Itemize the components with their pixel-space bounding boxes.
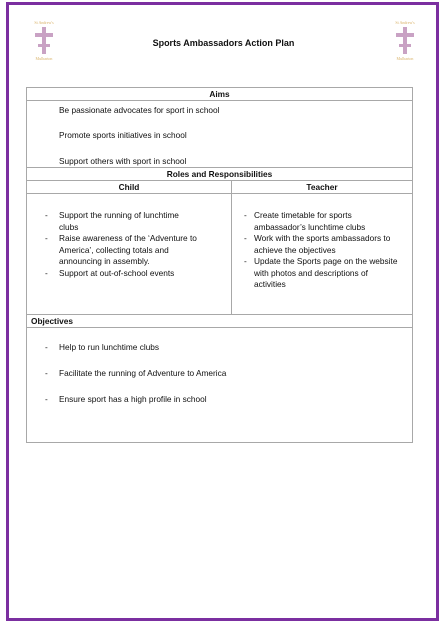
crest-top-text: St Andrew's xyxy=(34,20,54,25)
objectives-list xyxy=(27,328,413,443)
teacher-item: - Work with the sports ambassadors to achieve the objectives xyxy=(232,233,412,256)
crest-bottom-text: Mulbarton xyxy=(35,56,53,61)
page-title: Sports Ambassadors Action Plan xyxy=(152,38,295,48)
objective-item: - Ensure sport has a high profile in school xyxy=(45,394,207,404)
teacher-item: - Update the Sports page on the website with photos and descriptions of activities xyxy=(232,256,412,291)
objective-item: - Help to run lunchtime clubs xyxy=(45,342,160,352)
objective-item: - Facilitate the running of Adventure to America xyxy=(45,368,227,378)
teacher-heading: Teacher xyxy=(232,181,413,194)
aims-heading: Aims xyxy=(27,88,413,101)
aims-item: Promote sports initiatives in school xyxy=(59,130,187,140)
child-item: - Raise awareness of the ‘Adventure to America’, collecting totals and announcing in assembly. xyxy=(27,233,231,268)
aims-list xyxy=(27,101,413,168)
child-heading: Child xyxy=(27,181,232,194)
teacher-responsibilities xyxy=(232,194,413,315)
child-item: - Support the running of lunchtime clubs xyxy=(27,210,231,233)
child-responsibilities xyxy=(27,194,232,315)
crest-top-text: St Andrew's xyxy=(395,20,415,25)
child-item: - Support at out-of-school events xyxy=(27,268,231,280)
aims-item: Support others with sport in school xyxy=(59,156,187,166)
action-plan-table xyxy=(26,87,413,443)
aims-item: Be passionate advocates for sport in school xyxy=(59,105,220,115)
objectives-heading: Objectives xyxy=(27,315,413,328)
roles-heading: Roles and Responsibilities xyxy=(27,168,413,181)
teacher-item: - Create timetable for sports ambassador’s lunchtime clubs xyxy=(232,210,412,233)
crest-bottom-text: Mulbarton xyxy=(396,56,414,61)
